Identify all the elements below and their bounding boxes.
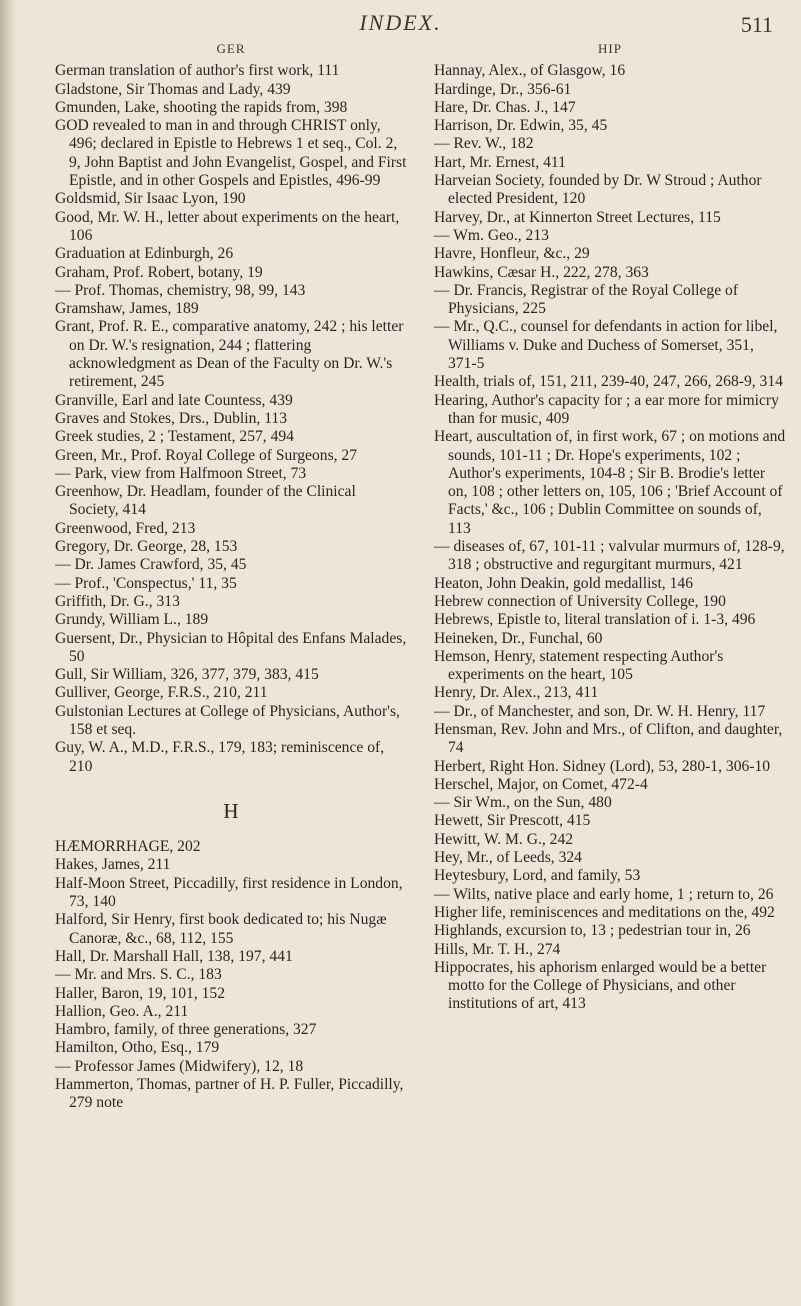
index-entry: Gull, Sir William, 326, 377, 379, 383, 415 (55, 666, 319, 684)
index-entry: German translation of author's first work, 111 (55, 62, 340, 80)
index-entry: Halford, Sir Henry, first book dedicated to; his Nugæ Canoræ, &c., 68, 112, 155 (55, 911, 387, 947)
index-entry: Gladstone, Sir Thomas and Lady, 439 (55, 80, 291, 98)
index-entry: Highlands, excursion to, 13 ; pedestrian tour in, 26 (434, 922, 751, 940)
index-entry: Hills, Mr. T. H., 274 (434, 940, 561, 958)
index-entry: Gmunden, Lake, shooting the rapids from, 398 (55, 98, 348, 116)
index-entry: Graves and Stokes, Drs., Dublin, 113 (55, 409, 288, 427)
index-entry: Gulliver, George, F.R.S., 210, 211 (55, 684, 268, 702)
index-entry: Hensman, Rev. John and Mrs., of Clifton, and daughter, 74 (434, 720, 783, 757)
index-entry: — Wilts, native place and early home, 1 ; return to, 26 (434, 885, 774, 903)
index-entry: Hannay, Alex., of Glasgow, 16 (434, 62, 626, 80)
index-entry: Hare, Dr. Chas. J., 147 (434, 98, 576, 116)
left-entries-h (55, 838, 407, 1112)
index-entry: Grundy, William L., 189 (55, 611, 209, 629)
index-entry: Hakes, James, 211 (55, 856, 171, 874)
left-column (55, 40, 407, 1113)
index-entry: — Wm. Geo., 213 (434, 226, 549, 244)
index-entry: — Dr. James Crawford, 35, 45 (55, 556, 247, 574)
index-entry: Hewitt, W. M. G., 242 (434, 830, 574, 848)
index-entry: Herbert, Right Hon. Sidney (Lord), 53, 280-1, 306-10 (434, 757, 771, 775)
index-entry: Half-Moon Street, Piccadilly, first residence in London, 73, 140 (55, 874, 403, 911)
index-entry: — Rev. W., 182 (434, 135, 534, 153)
index-entry: Greek studies, 2 ; Testament, 257, 494 (55, 428, 294, 446)
index-entry: — Sir Wm., on the Sun, 480 (434, 794, 612, 812)
index-entry: Griffith, Dr. G., 313 (55, 592, 180, 610)
index-entry: Herschel, Major, on Comet, 472-4 (434, 775, 648, 793)
index-entry: Good, Mr. W. H., letter about experiments on the heart, 106 (55, 208, 400, 244)
left-catchword: GER (216, 41, 246, 56)
index-entry: Health, trials of, 151, 211, 239-40, 247, 266, 268-9, 314 (434, 373, 783, 391)
index-entry: Graham, Prof. Robert, botany, 19 (55, 263, 263, 281)
section-letter-h: H (223, 798, 239, 823)
running-head-title: INDEX. (359, 10, 442, 35)
index-entry: — Dr. Francis, Registrar of the Royal College of Physicians, 225 (434, 281, 739, 318)
index-entry: — Dr., of Manchester, and son, Dr. W. H. Henry, 117 (434, 702, 766, 720)
index-entry: Havre, Honfleur, &c., 29 (434, 245, 590, 263)
index-entry: — Professor James (Midwifery), 12, 18 (55, 1057, 304, 1075)
index-entry: Hardinge, Dr., 356-61 (434, 80, 572, 98)
index-entry: Hewett, Sir Prescott, 415 (434, 812, 591, 830)
index-entry: Gregory, Dr. George, 28, 153 (55, 538, 238, 556)
index-entry: — Mr., Q.C., counsel for defendants in action for libel, Williams v. Duke and Duchess of Somerset, 351, 371-5 (434, 318, 778, 373)
index-entry: Hamilton, Otho, Esq., 179 (55, 1039, 220, 1057)
left-entries-g (55, 62, 407, 776)
index-entry: Hippocrates, his aphorism enlarged would be a better motto for the College of Physicians, and other institutions of art, 413 (434, 958, 767, 1013)
index-entry: Hebrews, Epistle to, literal translation of i. 1-3, 496 (434, 611, 756, 629)
index-entry: Hey, Mr., of Leeds, 324 (434, 849, 582, 867)
index-entry: Heart, auscultation of, in first work, 67 ; on motions and sounds, 101-11 ; Dr. Hope's experiments, 102 ; Author's experiments, 104-8 ; Sir B. Brodie's letter on, 108 ; other letters on, 105, 106 ; 'Brief Account of Facts,' &c., 106 ; Dublin Committee on sounds of, 113 (434, 428, 786, 537)
index-entry: Hemson, Henry, statement respecting Author's experiments on the heart, 105 (434, 647, 724, 684)
index-entry: — Mr. and Mrs. S. C., 183 (55, 966, 222, 984)
index-entry: Hall, Dr. Marshall Hall, 138, 197, 441 (55, 947, 293, 965)
index-entry: Harrison, Dr. Edwin, 35, 45 (434, 117, 608, 135)
index-entry: Guy, W. A., M.D., F.R.S., 179, 183; reminiscence of, 210 (55, 739, 385, 775)
right-entries (434, 62, 786, 1013)
index-entry: Hearing, Author's capacity for ; a ear more for mimicry than for music, 409 (434, 391, 779, 427)
index-entry: Greenhow, Dr. Headlam, founder of the Clinical Society, 414 (55, 483, 356, 519)
index-entry: Hammerton, Thomas, partner of H. P. Fuller, Piccadilly, 279 note (55, 1076, 404, 1112)
index-entry: — Park, view from Halfmoon Street, 73 (55, 464, 307, 482)
index-entry: Granville, Earl and late Countess, 439 (55, 391, 293, 409)
index-entry: Hart, Mr. Ernest, 411 (434, 153, 566, 171)
index-entry: Goldsmid, Sir Isaac Lyon, 190 (55, 190, 246, 208)
index-entry: — Prof. Thomas, chemistry, 98, 99, 143 (55, 281, 306, 299)
index-entry: Harvey, Dr., at Kinnerton Street Lectures, 115 (434, 208, 721, 226)
index-entry: Guersent, Dr., Physician to Hôpital des Enfans Malades, 50 (55, 629, 407, 665)
index-entry: Hallion, Geo. A., 211 (55, 1002, 189, 1020)
index-entry: Hawkins, Cæsar H., 222, 278, 363 (434, 263, 649, 281)
index-entry: Heytesbury, Lord, and family, 53 (434, 867, 641, 885)
index-entry: Haller, Baron, 19, 101, 152 (55, 984, 226, 1002)
index-entry: GOD revealed to man in and through CHRIST only, 496; declared in Epistle to Hebrews 1 et seq., Col. 2, 9, John Baptist and John Evangelist, Gospel, and First Epistle, and in other Gospels and Epistles, 496-99 (55, 117, 407, 190)
index-entry: Harveian Society, founded by Dr. W Stroud ; Author elected President, 120 (434, 172, 762, 208)
index-entry: Greenwood, Fred, 213 (55, 519, 196, 537)
index-entry: Henry, Dr. Alex., 213, 411 (434, 684, 599, 702)
index-entry: Graduation at Edinburgh, 26 (55, 245, 234, 263)
index-entry: — diseases of, 67, 101-11 ; valvular murmurs of, 128-9, 318 ; obstructive and regurgitant murmurs, 421 (434, 538, 785, 574)
right-catchword: HIP (598, 41, 622, 56)
index-entry: Hambro, family, of three generations, 327 (55, 1021, 317, 1039)
index-entry: Heaton, John Deakin, gold medallist, 146 (434, 574, 693, 592)
index-entry: Grant, Prof. R. E., comparative anatomy, 242 ; his letter on Dr. W.'s resignation, 244 ; flattering acknowledgment as Dean of the Faculty on Dr. W.'s retirement, 245 (55, 318, 404, 391)
page-number: 511 (740, 12, 773, 37)
page-gutter-shadow (0, 0, 16, 1306)
index-entry: Green, Mr., Prof. Royal College of Surgeons, 27 (55, 446, 358, 464)
index-entry: Gramshaw, James, 189 (55, 300, 199, 318)
index-entry: — Prof., 'Conspectus,' 11, 35 (55, 574, 237, 592)
index-entry: HÆMORRHAGE, 202 (55, 838, 201, 856)
index-entry: Heineken, Dr., Funchal, 60 (434, 629, 603, 647)
right-column (434, 40, 786, 1014)
index-entry: Higher life, reminiscences and meditations on the, 492 (434, 903, 775, 921)
index-entry: Hebrew connection of University College, 190 (434, 592, 726, 610)
index-entry: Gulstonian Lectures at College of Physicians, Author's, 158 et seq. (55, 702, 400, 738)
